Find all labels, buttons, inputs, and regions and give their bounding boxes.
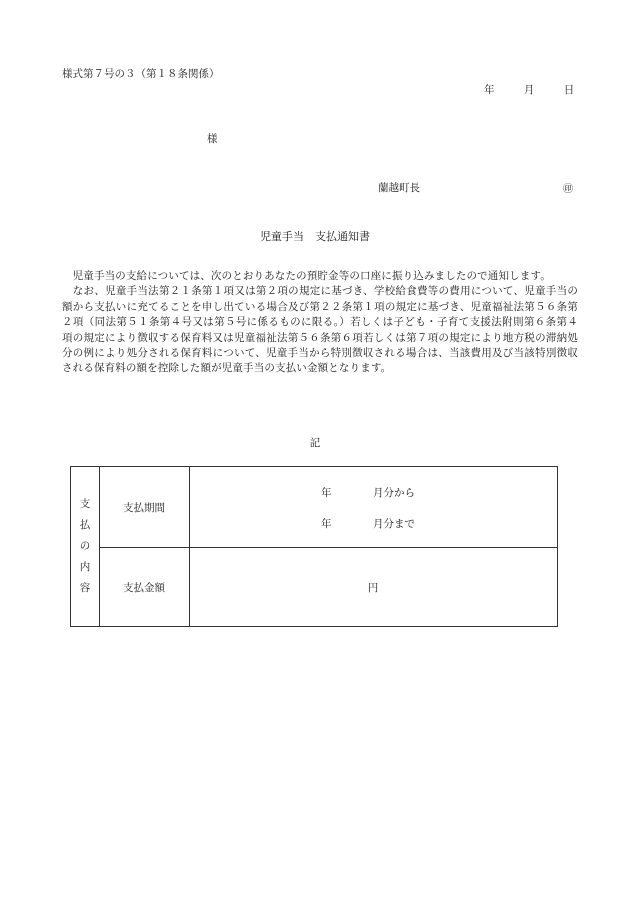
- addressee-honorific: 様: [207, 133, 218, 145]
- date-day-label: 日: [563, 84, 575, 96]
- body-paragraph-1: 児童手当の支給については、次のとおりあなたの預貯金等の口座に振り込みましたので通知します。: [72, 270, 551, 282]
- form-number: 様式第７号の３（第１８条関係）: [62, 68, 220, 80]
- date-year-label: 年: [484, 84, 495, 96]
- seal-mark: ㊞: [563, 184, 573, 195]
- amount-label: 支払金額: [123, 582, 165, 594]
- document-title: 児童手当 支払通知書: [260, 230, 370, 243]
- amount-unit: 円: [367, 582, 379, 594]
- period-label: 支払期間: [123, 502, 165, 514]
- body-paragraph-2: なお、児童手当法第２１条第１項又は第２項の規定に基づき、学校給食費等の費用について、児童手当の額から支払いに充てることを申し出ている場合及び第２２条第１項の規定に基づき、児童福祉法第５６条第２項（同法第５１条第４号又は第５号に係るものに限る。）若しくは子ども・子育て支援法附則第６条第４項の規定により徴収する保育料又は児童福祉法第５６条第６項若しくは第７項の規定により地方税の滞納処分の例により処分される保育料について、児童手当から特別徴収される場合は、当該費用及び当該特別徴収される保育料の額を控除した額が児童手当の支払い金額となります。: [62, 285, 578, 375]
- table-divider: [99, 547, 557, 548]
- ki-label: 記: [309, 437, 321, 449]
- date-line: [484, 82, 574, 97]
- body-text: [62, 269, 578, 377]
- group-label: 支 払 の 内 容: [79, 498, 91, 594]
- date-month-label: 月: [523, 84, 535, 96]
- issuer-title: 蘭越町長: [378, 182, 420, 194]
- payment-details-table: 支 払 の 内 容 支払期間 年 月分から 年 月分まで 支払金額 円: [70, 466, 558, 627]
